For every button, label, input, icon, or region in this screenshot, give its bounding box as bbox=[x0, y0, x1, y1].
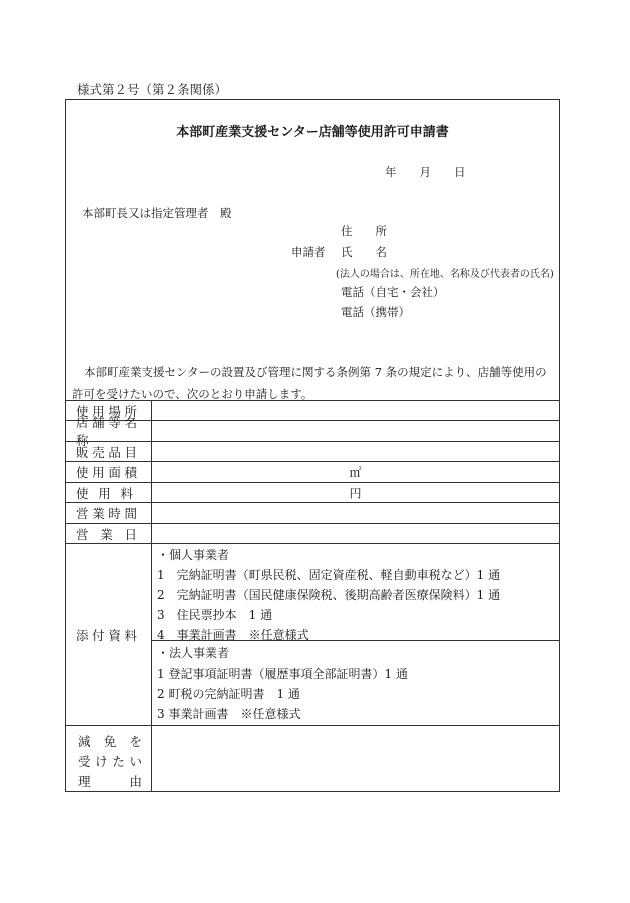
label-products: 販売品目 bbox=[76, 444, 137, 460]
application-form bbox=[65, 99, 560, 792]
addressee: 本部町長又は指定管理者 殿 bbox=[82, 206, 232, 220]
value-location[interactable] bbox=[152, 401, 559, 420]
statement-line-1: 本部町産業支援センターの設置及び管理に関する条例第 7 条の規定により、店舗等使用の bbox=[84, 365, 547, 379]
applicant-prefix: 申請者 bbox=[291, 245, 326, 259]
value-area[interactable] bbox=[152, 462, 559, 482]
row-products bbox=[66, 441, 559, 461]
attachments-divider bbox=[152, 640, 559, 641]
corporate-item: 2 町税の完納証明書 1 通 bbox=[157, 687, 300, 701]
row-area bbox=[66, 461, 559, 482]
fields-table bbox=[66, 400, 559, 791]
form-title: 本部町産業支援センター店舗等使用許可申請書 bbox=[176, 125, 449, 140]
corporate-item: 3 事業計画書 ※任意様式 bbox=[157, 707, 301, 721]
reduction-line-3: 理由 bbox=[78, 774, 142, 789]
phone-mobile-label: 電話（携帯） bbox=[341, 305, 410, 319]
fee-unit: 円 bbox=[349, 486, 362, 500]
individual-item: 2 完納証明書（国民健康保険税、後期高齢者医療保険料）1 通 bbox=[157, 588, 501, 602]
corporate-note: (法人の場合は、所在地、名称及び代表者の氏名) bbox=[336, 269, 554, 280]
application-statement bbox=[72, 361, 556, 405]
label-hours: 営業時間 bbox=[76, 506, 137, 521]
label-attachments: 添付資料 bbox=[76, 627, 137, 643]
label-reduction-reason bbox=[66, 726, 152, 791]
phone-home-label: 電話（自宅・会社） bbox=[341, 285, 445, 299]
form-number: 様式第２号（第２条関係） bbox=[77, 82, 228, 97]
value-fee[interactable] bbox=[152, 483, 559, 502]
individual-item: 3 住民票抄本 1 通 bbox=[157, 608, 273, 622]
row-fee bbox=[66, 482, 559, 502]
corporate-header: ・法人事業者 bbox=[157, 646, 230, 660]
label-days: 営業日 bbox=[76, 526, 137, 542]
corporate-item: 1 登記事項証明書（履歴事項全部証明書）1 通 bbox=[157, 667, 408, 681]
statement-line-2: 許可を受けたいので、次のとおり申請します。 bbox=[72, 387, 313, 401]
row-days bbox=[66, 523, 559, 543]
address-label: 住 所 bbox=[341, 224, 387, 238]
value-days[interactable] bbox=[152, 524, 559, 543]
row-shop-name bbox=[66, 415, 559, 448]
label-fee: 使用料 bbox=[76, 485, 133, 501]
individual-header: ・個人事業者 bbox=[157, 548, 230, 562]
row-hours bbox=[66, 502, 559, 523]
value-shop-name[interactable] bbox=[152, 421, 559, 441]
name-label: 氏 名 bbox=[341, 245, 387, 259]
label-location: 使用場所 bbox=[76, 403, 137, 419]
date-line: 年 月 日 bbox=[385, 165, 466, 179]
reduction-line-1: 減免を bbox=[78, 734, 142, 749]
value-products[interactable] bbox=[152, 442, 559, 461]
row-reduction-reason bbox=[66, 725, 559, 791]
label-area: 使用面積 bbox=[76, 465, 137, 480]
label-shop-name: 店舗等名称 bbox=[76, 415, 137, 448]
area-unit: ㎡ bbox=[349, 465, 362, 480]
value-hours[interactable] bbox=[152, 503, 559, 523]
reduction-line-2: 受けたい bbox=[78, 754, 142, 769]
attachments-list bbox=[152, 544, 559, 725]
individual-item: 1 完納証明書（町県民税、固定資産税、軽自動車税など）1 通 bbox=[157, 568, 501, 582]
individual-item: 4 事業計画書 ※任意様式 bbox=[157, 628, 309, 642]
row-attachments bbox=[66, 543, 559, 725]
value-reduction-reason[interactable] bbox=[152, 726, 559, 791]
